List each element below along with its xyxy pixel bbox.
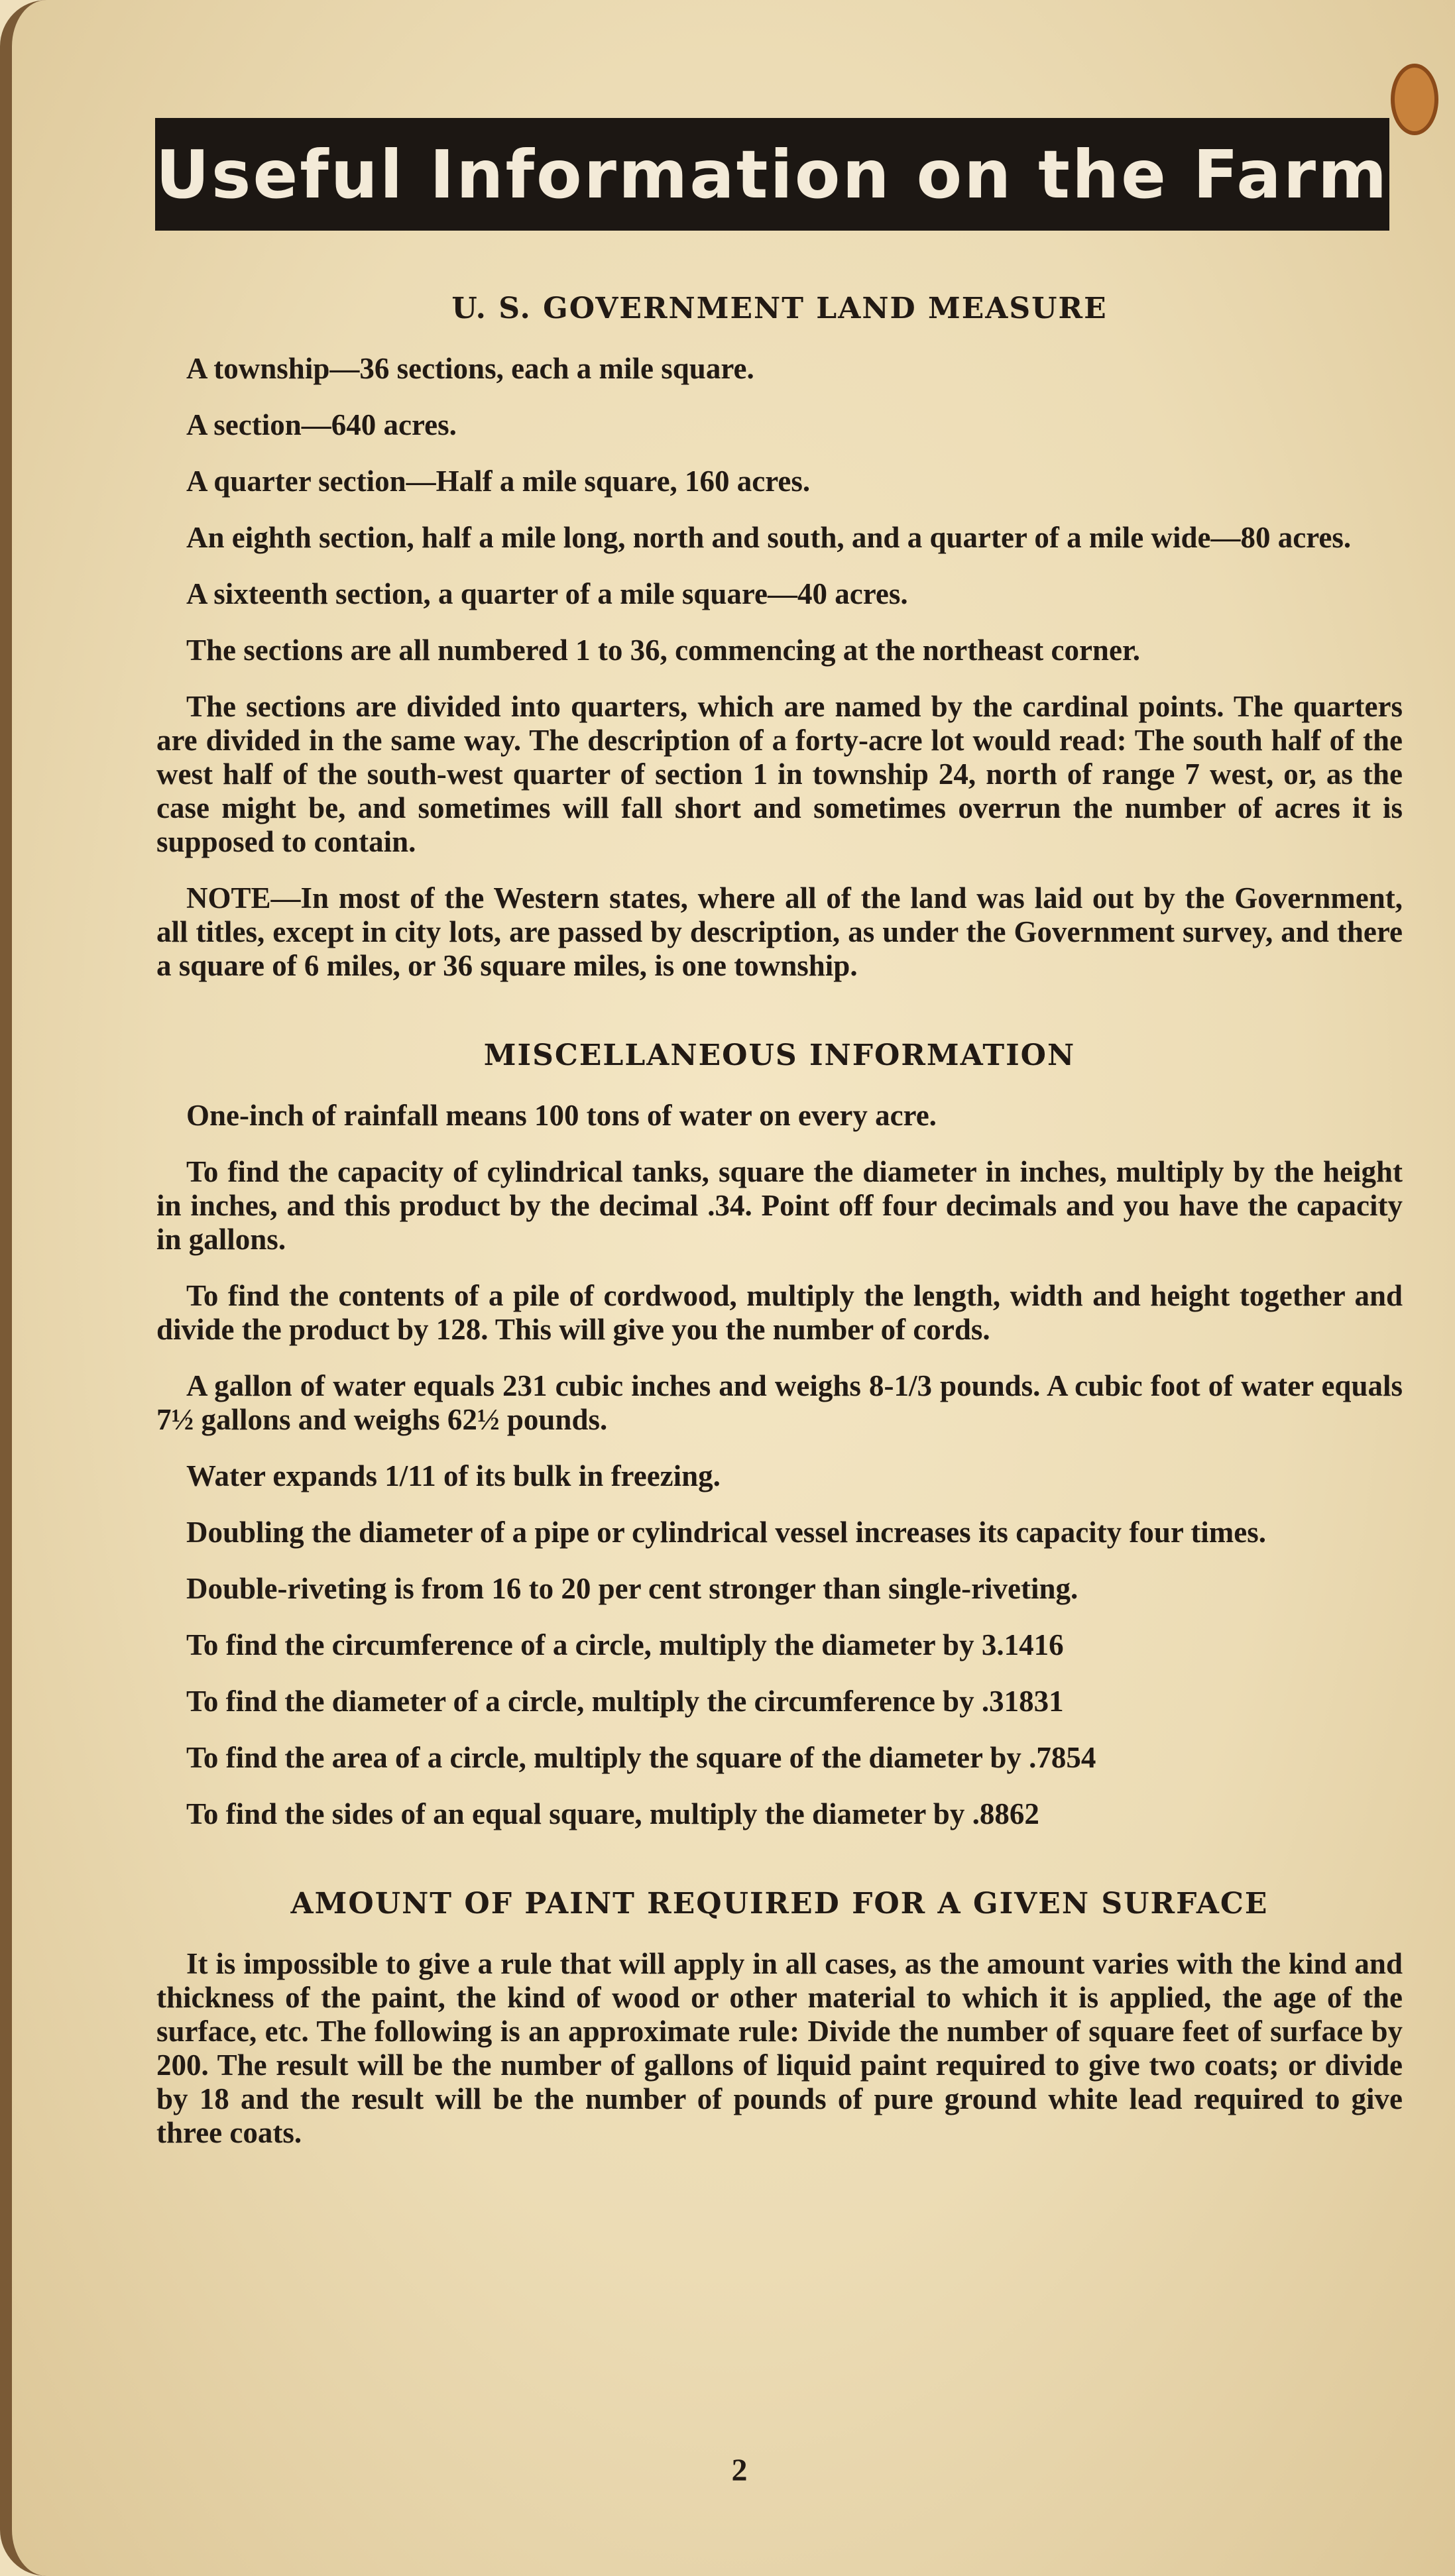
title-banner (155, 118, 1389, 231)
paragraph: To find the area of a circle, multiply the square of the diameter by .7854 (186, 1741, 1096, 1774)
paragraph: A quarter section—Half a mile square, 160 acres. (186, 465, 811, 498)
paragraph: To find the capacity of cylindrical tanks, square the diameter in inches, multiply by the height in inches, and this product by the decimal .34. Point off four decimals and you have the capacity in gallons. (156, 1155, 1403, 1256)
content (156, 292, 1403, 2172)
paragraph: To find the diameter of a circle, multiply the circumference by .31831 (186, 1685, 1064, 1718)
paragraph: A gallon of water equals 231 cubic inches and weighs 8-1/3 pounds. A cubic foot of water equals 7½ gallons and weighs 62½ pounds. (156, 1369, 1403, 1436)
punch-hole (1391, 64, 1438, 135)
paragraph: Doubling the diameter of a pipe or cylindrical vessel increases its capacity four times. (186, 1516, 1267, 1549)
page-number: 2 (731, 2453, 748, 2488)
paragraph: It is impossible to give a rule that will apply in all cases, as the amount varies with the kind and thickness of the paint, the kind of wood or other material to which it is applied, the age of the surface, etc. The following is an approximate rule: Divide the number of square feet of surface by 200. The result will be the number of gallons of liquid paint required to give two coats; or divide by 18 and the result will be the number of pounds of pure ground white lead required to give three coats. (156, 1947, 1403, 2149)
paragraph: Double-riveting is from 16 to 20 per cent stronger than single-riveting. (186, 1572, 1078, 1605)
section-heading: MISCELLANEOUS INFORMATION (483, 1038, 1076, 1072)
paragraph: To find the contents of a pile of cordwood, multiply the length, width and height together and divide the product by 128. This will give you the number of cords. (156, 1279, 1403, 1346)
page-title: Useful Information on the Farm (155, 135, 1389, 213)
paragraph: NOTE—In most of the Western states, where all of the land was laid out by the Government, all titles, except in city lots, are passed by description, as under the Government survey, and there a square of 6 miles, or 36 square miles, is one township. (156, 881, 1403, 982)
section-miscellaneous (156, 1038, 1403, 1831)
section-paint (156, 1887, 1403, 2150)
paragraph: The sections are divided into quarters, which are named by the cardinal points. The quarters are divided in the same way. The description of a forty-acre lot would read: The south half of the west half of the south-west quarter of section 1 in township 24, north of range 7 west, or, as the case might be, and sometimes will fall short and sometimes overrun the number of acres it is supposed to contain. (156, 690, 1403, 858)
paragraph: Water expands 1/11 of its bulk in freezing. (186, 1459, 721, 1492)
paragraph: To find the sides of an equal square, multiply the diameter by .8862 (186, 1797, 1039, 1830)
paragraph: The sections are all numbered 1 to 36, commencing at the northeast corner. (186, 634, 1141, 667)
paragraph: A section—640 acres. (186, 408, 457, 441)
paragraph: To find the circumference of a circle, multiply the diameter by 3.1416 (186, 1628, 1064, 1661)
paragraph: A township—36 sections, each a mile square. (186, 352, 754, 385)
paragraph: A sixteenth section, a quarter of a mile square—40 acres. (186, 577, 908, 610)
paragraph: One-inch of rainfall means 100 tons of water on every acre. (186, 1099, 937, 1132)
paragraph: An eighth section, half a mile long, north and south, and a quarter of a mile wide—80 acres. (186, 521, 1352, 554)
section-land-measure (156, 292, 1403, 983)
section-heading: U. S. GOVERNMENT LAND MEASURE (451, 292, 1108, 325)
section-heading: AMOUNT OF PAINT REQUIRED FOR A GIVEN SURFACE (290, 1887, 1269, 1921)
